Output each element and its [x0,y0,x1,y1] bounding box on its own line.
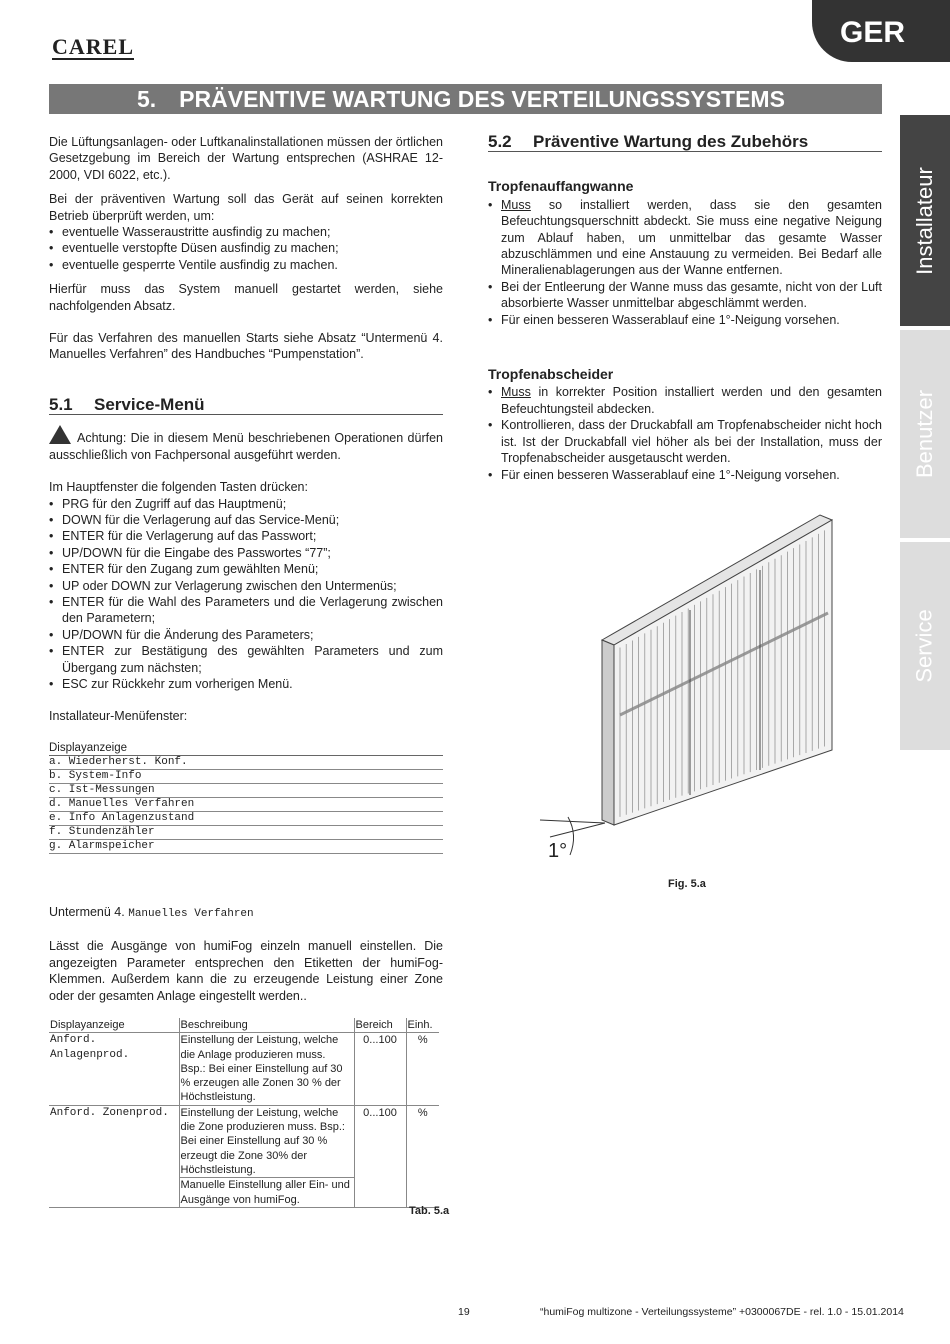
list-item: • eventuelle gesperrte Ventile ausfindig zu machen. [49,257,443,273]
check-list [49,224,443,273]
list-item [488,384,882,417]
list-item: • ENTER für die Verlagerung auf das Passwort; [49,528,443,544]
menu-item: b. System-Info [49,770,443,784]
cell-unit: % [406,1033,439,1105]
left-column [49,134,443,733]
keys-list [49,496,443,693]
cell-unit: % [406,1105,439,1177]
section-number: 5.2 [488,132,512,151]
emphasis: Muss [501,197,531,212]
cell-display [49,1178,179,1208]
paragraph: Bei der präventiven Wartung soll das Gerät auf seinen korrekten Betrieb überprüft werden, um: [49,192,443,223]
list-item: • ENTER für den Zugang zum gewählten Menü; [49,561,443,577]
item-text: in korrekter Position installiert werden und den gesamten Befeuchtungsteil abdecken. [501,385,882,416]
side-tab-benutzer[interactable] [900,330,950,538]
column-header: Displayanzeige [50,1019,125,1031]
section-title: Präventive Wartung des Zubehörs [533,132,809,151]
section-heading-5-1 [49,394,443,415]
submenu-number: Untermenü 4. [49,905,125,919]
list-item: • UP oder DOWN zur Verlagerung zwischen den Untermenüs; [49,578,443,594]
side-tab-installateur[interactable] [900,115,950,326]
menu-item: g. Alarmspeicher [49,840,443,854]
language-tab: GER [812,0,950,62]
section-number: 5.1 [49,394,73,414]
menu-item: a. Wiederherst. Konf. [49,756,443,770]
installer-menu-list [49,742,443,854]
table-caption: Tab. 5.a [409,1205,450,1217]
menu-item: c. Ist-Messungen [49,784,443,798]
submenu-label [49,904,443,922]
list-item: • PRG für den Zugriff auf das Hauptmenü; [49,496,443,512]
menu-header: Displayanzeige [49,742,443,756]
item-text: Kontrollieren, dass der Druckabfall am Tropfenabscheider nicht hoch ist. Ist der Druckabfall viel höher als bei der Installation, muss der Tropfenabscheider ausgetauscht werden. [501,418,882,466]
submenu-section [49,904,443,1012]
menu-item: d. Manuelles Verfahren [49,798,443,812]
section-heading-5-2 [488,134,882,152]
item-text: Für einen besseren Wasserablauf eine 1°-Neigung vorsehen. [501,312,840,327]
list-item [488,197,882,279]
side-tab-label: Service [912,609,938,683]
carel-logo: CAREL [52,34,135,59]
menu-item: e. Info Anlagenzustand [49,812,443,826]
column-header: Bereich [354,1018,406,1033]
list-item: • UP/DOWN für die Eingabe des Passwortes “77”; [49,545,443,561]
table-row [49,1105,439,1177]
table-header-row [49,1018,439,1033]
list-item: • eventuelle Wasseraustritte ausfindig zu machen; [49,224,443,240]
list-item: • UP/DOWN für die Änderung des Parameters; [49,627,443,643]
parameter-table [49,1018,439,1208]
warning-icon [49,425,71,444]
right-column [488,134,882,483]
list-item [488,279,882,312]
cell-description: Einstellung der Leistung, welche die Anlage produzieren muss. Bsp.: Bei einer Einstellung auf 30 % erzeugen alle Zonen 30 % der Höchstleistung. [179,1033,354,1105]
side-tab-label: Installateur [912,166,937,275]
cell-description: Manuelle Einstellung aller Ein- und Ausgänge von humiFog. [179,1178,354,1208]
table-row [49,1178,439,1208]
item-text: Für einen besseren Wasserablauf eine 1°-Neigung vorsehen. [501,467,840,482]
item-text: Bei der Entleerung der Wanne muss das gesamte, nicht von der Luft absorbierte Wasser unmittelbar abgeschlämmt werden. [501,279,882,311]
emphasis: Muss [501,385,531,400]
list-item [488,417,882,466]
list-item: • DOWN für die Verlagerung auf das Service-Menü; [49,512,443,528]
list-item: • ESC zur Rückkehr zum vorherigen Menü. [49,676,443,692]
paragraph: Hierfür muss das System manuell gestartet werden, siehe nachfolgenden Absatz. [49,282,443,313]
warning-text: Achtung: Die in diesem Menü beschriebenen Operationen dürfen ausschließlich von Fachpersonal ausgeführt werden. [49,431,443,462]
subheading-drip-tray: Tropfenauffangwanne [488,178,634,195]
list-item: • ENTER zur Bestätigung des gewählten Parameters und zum Übergang zum nächsten; [49,643,443,676]
drip-tray-list [488,197,882,328]
paragraph: Im Hauptfenster die folgenden Tasten drücken: [49,480,308,495]
section-title: Service-Menü [94,394,205,414]
paragraph: Für das Verfahren des manuellen Starts siehe Absatz “Untermenü 4. Manuelles Verfahren” des Handbuches “Pumpenstation”. [49,331,443,362]
angle-label: 1° [548,840,568,862]
cell-display: Anford. Zonenprod. [50,1106,169,1119]
chapter-title: 5. PRÄVENTIVE WARTUNG DES VERTEILUNGSSYSTEMS [49,84,882,114]
item-text: so installiert werden, dass sie den gesamten Befeuchtungsquerschnitt abdeckt. Sie muss eine negative Neigung zum Ablauf haben, um unmittelbar das gesamte Wasser abzuschlämmen und eine Anstauung zu vermeiden. Bei Bedarf alle Mineralienablagerungen aus der Wanne entfernen. [501,197,882,278]
submenu-name: Manuelles Verfahren [128,908,254,920]
warning-note [49,425,443,463]
column-header: Einh. [406,1018,439,1033]
cell-range: 0...100 [354,1105,406,1177]
list-item [488,467,882,483]
list-item [488,312,882,328]
subheading-droplet-separator: Tropfenabscheider [488,366,614,383]
table-row [49,1033,439,1105]
droplet-separator-illustration [520,505,850,865]
side-tab-label: Benutzer [912,389,937,479]
cell-range [354,1178,406,1208]
intro-paragraph: Die Lüftungsanlagen- oder Luftkanalinstallationen müssen der örtlichen Gesetzgebung im Bereich der Wartung entsprechen (ASHRAE 12-2000, VDI 6022, etc.). [49,135,444,182]
page-number: 19 [458,1306,470,1318]
cell-unit [406,1178,439,1208]
cell-range: 0...100 [354,1033,406,1105]
menu-item: f. Stundenzähler [49,826,443,840]
paragraph: Installateur-Menüfenster: [49,709,188,724]
column-header: Beschreibung [179,1018,354,1033]
paragraph: Lässt die Ausgänge von humiFog einzeln manuell einstellen. Die angezeigten Parameter entsprechen den Etiketten der humiFog-Klemmen. Außerdem kann die zu erzeugende Leistung einer Zone oder der gesamten Anlage eingestellt werden.. [49,939,443,1003]
list-item: • eventuelle verstopfte Düsen ausfindig zu machen; [49,240,443,256]
list-item: • ENTER für die Wahl des Parameters und die Verlagerung zwischen den Parametern; [49,594,443,627]
figure-caption: Fig. 5.a [668,878,706,890]
cell-description: Einstellung der Leistung, welche die Zone produzieren muss. Bsp.: Bei einer Einstellung auf 30 % erzeugt die Zone 30% der Höchstleistung. [179,1105,354,1177]
cell-display: Anford. Anlagenprod. [50,1034,130,1062]
document-reference: “humiFog multizone - Verteilungssysteme” +0300067DE - rel. 1.0 - 15.01.2014 [540,1306,904,1318]
side-tab-service[interactable] [900,542,950,750]
separator-list [488,384,882,482]
